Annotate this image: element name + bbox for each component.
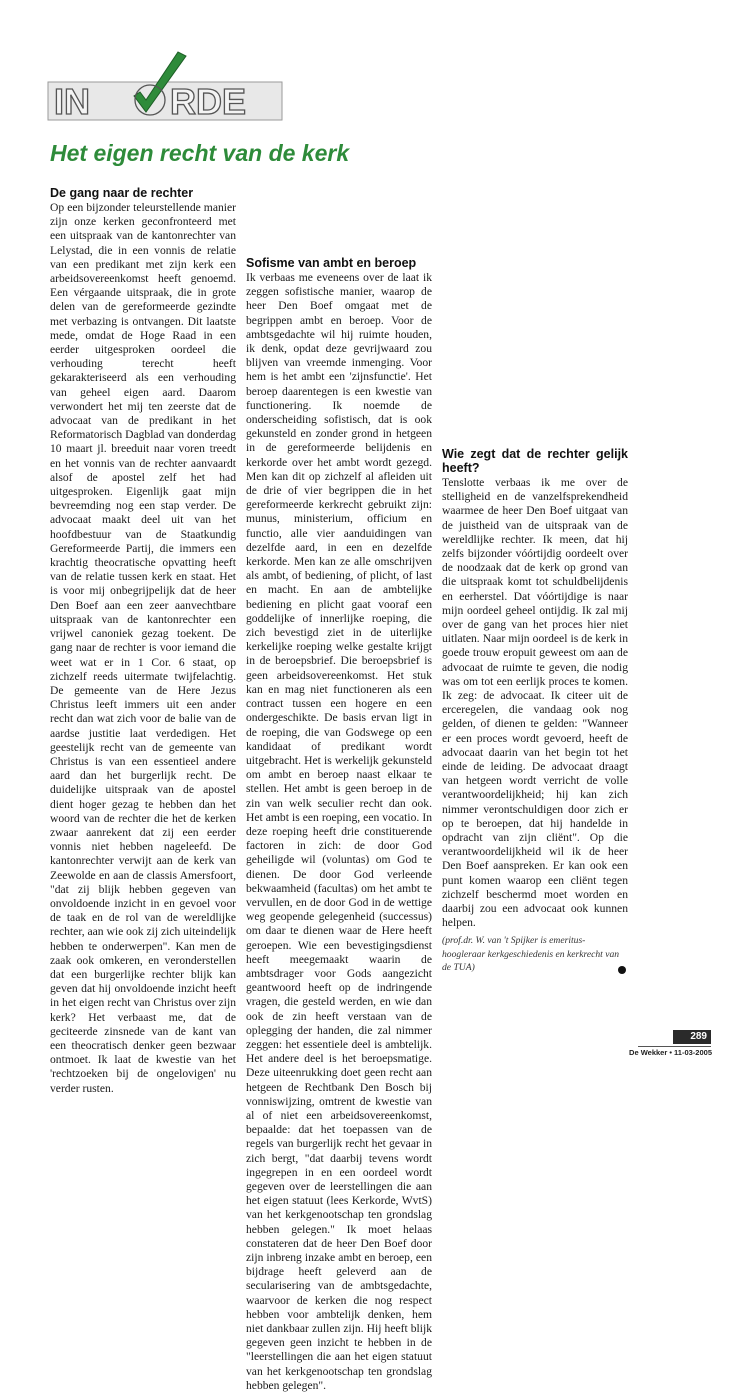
footer-divider bbox=[638, 1046, 711, 1047]
publication-footer: De Wekker • 11-03-2005 bbox=[629, 1048, 712, 1057]
section-3-heading: Wie zegt dat de rechter gelijk heeft? bbox=[442, 447, 628, 475]
in-orde-logo bbox=[46, 52, 286, 122]
end-mark-icon bbox=[618, 966, 626, 974]
section-2-body: Ik verbaas me eveneens over de laat ik zeggen sofistische manier, waarop de heer Den Boef omgaat met de begrippen ambt en beroep. Voor de ambtsgedachte wil hij ruimte houden, ik denk, opdat deze gevrijwaard zou blijven van vreemde inmenging. Voor hem is het ambt een 'zijnsfunctie'. Het beroep daarentegen is een kwestie van functionering. Ik noemde de onderscheiding sofistisch, dat is ook gekunsteld en zonder grond in hetgeen in de gereformeerde belijdenis en kerkorde over het ambt wordt gezegd. Men kan dit op zichzelf al afleiden uit de drie of vier begrippen die in het gereformeerde kerkrecht gebruikt zijn: munus, ministerium, officium en functio, alle vier aanduidingen van dezelfde aard, in een en dezelfde kerkorde. Men kan ze alle omschrijven als ambt, of bediening, of plicht, of last en macht. En aan de ambtelijke bediening en plicht gaat vooraf een goddelijke of innerlijke roeping, die zich bevestigd ziet in de uiterlijke kerkelijke roeping welke gestalte krijgt in de beroepsbrief. Die beroepsbrief is geen arbeidsovereenkomst. Het stuk kan en mag niet functioneren als een contract tussen een hogere en een ondergeschikte. De basis ervan ligt in de roeping, die van Godswege op een kandidaat of predikant wordt uitgebracht. Het is werkelijk gekunsteld om ambt en beroep naast elkaar te stellen. Het ambt is geen beroep in de zin van welk seculier recht dan ook. Het ambt is een roeping, een vocatio. In deze roeping heeft drie constituerende factoren in zich: de door God geheiligde wil (voluntas) om God te dienen. De door God verleende bekwaamheid (facultas) om het ambt te vervullen, en de door God in de wettige weg geopende gelegenheid (successus) om daar te dienen waar de Here heeft geroepen. Wie een bevestigingsdienst heeft meegemaakt waarin de ambtsdrager voor Gods aangezicht geantwoord heeft op de indringende vragen, die gesteld werden, en wie dan ook de zin heeft verstaan van de oplegging der handen, die zal nimmer zeggen: het essentiele deel is ambtelijk. Het andere deel is het beroepsmatige. Deze uiteenrukking doet geen recht aan hetgeen de Rechtbank Den Bosch bij vonniswijzing, omtrent de kwestie van al of niet een arbeidsovereenkomst, bepaalde: dat het toepassen van de regels van burgerlijk recht het gevaar in zich bergt, "dat daarbij tevens wordt ingegrepen in en een oordeel wordt gegeven over de leerstellingen die aan het eigen statuut (lees Kerkorde, WvtS) van het kerkgenootschap ten grondslag hebben gelegen." Ik moet helaas constateren dat de heer Den Boef door zijn inbreng inzake ambt en beroep, een bijdrage heeft geleverd aan de secularisering van de ambtsgedachte, waarvoor de kerken die nog respect hebben voor ambtelijk denken, hem niet dankbaar zullen zijn. Hij heeft blijk gegeven geen inzicht te hebben in de "leerstellingen die aan het eigen statuut van het kerkgenootschap ten grondslag hebben gelegen". bbox=[246, 271, 432, 1392]
section-1-body: Op een bijzonder teleurstellende manier zijn onze kerken geconfronteerd met een uitspraak van de kantonrechter van Lelystad, die in een vonnis de relatie van een predikant met zijn kerk een arbeidsovereenkomst heeft genoemd. Een vérgaande uitspraak, die in grote delen van de gereformeerde gezindte met verbazing is ontvangen. Dit laatste mede, omdat de Hoge Raad in een eerder uitgesproken oordeel die verhouding terecht heeft gekarakteriseerd als een verhouding van geheel eigen aard. Daarom verwondert het mij ten zeerste dat de advocaat van de predikant in het Reformatorisch Dagblad van donderdag 10 maart jl. breeduit naar voren treedt en het vonnis van de rechter aanvaardt alsof de apostel zelf het had uitgesproken. Eigenlijk gaat mijn bevreemding nog een stap verder. De advocaat maakt deel uit van het hoofdbestuur van de Staatkundig Gereformeerde Partij, die immers een krachtig theocratische opvatting heeft van de relatie tussen kerk en staat. Het is voor mij onbegrijpelijk dat de heer Den Boef aan een zeer aanvechtbare uitspraak van de kantonrechter een vrijwel canoniek gezag toekent. De gang naar de rechter is voor iemand die weet wat er in 1 Cor. 6 staat, op zichzelf reeds uitermate twijfelachtig. De gemeente van de Here Jezus Christus leeft immers uit een ander recht dan wat zich voor de balie van de aardse justitie laat verdedigen. Het geestelijk recht van de gemeente van Christus is van een essentieel andere aard dan het burgerlijk recht. De duidelijke uitspraak van de apostel dient hoger gezag te hebben dan het woord van de rechter die het de kerken zwaar aanrekent dat zij een eerder vonnis niet hebben nageleefd. De kantonrechter verwijt aan de kerk van Zeewolde en aan de classis Amersfoort, "dat zij blijk hebben gegeven van onvoldoende inzicht in en gevoel voor de taak en de rol van de wereldlijke rechter, aan wie ook zij zich uiteindelijk hebben te onderwerpen". Kan men de zaak ook omkeren, en veronderstellen dat een burgerlijke rechter blijk kan geven dat hij onvoldoende inzicht heeft in het eigen recht van Christus over zijn kerk? Het verbaast me, dat de geciteerde zinsnede van de kant van een theocratisch denker geen bezwaar ontmoet. Ik laat de kwestie van het 'rechtzoeken bij de ongelovigen' nu verder rusten. bbox=[50, 201, 236, 1095]
section-1-heading: De gang naar de rechter bbox=[50, 186, 194, 200]
section-2-heading: Sofisme van ambt en beroep bbox=[246, 256, 417, 270]
page-number: 289 bbox=[673, 1030, 711, 1044]
section-3-body: Tenslotte verbaas ik me over de stelligheid en de vanzelfsprekendheid waarmee de heer Den Boef uitgaat van de juistheid van de uitspraak van de wereldlijke rechter. Ik meen, dat hij zelfs bijzonder vóórtijdig oordeelt over de noodzaak dat de kerk op grond van die uitspraak komt tot schuldbelijdenis en eerherstel. Dat vóórtijdige is naar mijn oordeel geheel ontijdig. Ik zal mij over de gang van het proces hier niet uitlaten. Naar mijn oordeel is de kerk in goede trouw eropuit geweest om aan de advocaat de ruimte te geven, die nodig was om tot een eerlijk proces te komen. Ik zeg: de advocaat. Ik citeer uit de erceregelen, die vandaag ook nog gelden, of dienen te gelden: "Wanneer er een proces wordt gevoerd, heeft de advocaat daarin van het begin tot het einde de leiding. De advocaat draagt van hetgeen wordt verricht de volle verantwoordelijkheid; hij kan zich nimmer verontschuldigen door zich er op te beroepen, dat hij handelde in opdracht van zijn cliënt". Op die verantwoordelijkheid wil ik de heer Den Boef aanspreken. Er kan ook een punt komen waarop een cliënt tegen zichzelf beschermd moet worden en daarbij zou een advocaat ook kunnen helpen. bbox=[442, 476, 628, 930]
logo-text-in: IN bbox=[54, 81, 90, 122]
article-column-2 bbox=[246, 186, 432, 1392]
article-column-3 bbox=[442, 77, 628, 930]
logo-text-rde: RDE bbox=[170, 81, 247, 122]
author-byline: (prof.dr. W. van 't Spijker is emeritus-hoogleraar kerkgeschiedenis en kerkrecht van de TUA) bbox=[442, 935, 620, 973]
article-column-1 bbox=[50, 186, 236, 1095]
article-headline: Het eigen recht van de kerk bbox=[50, 140, 350, 166]
